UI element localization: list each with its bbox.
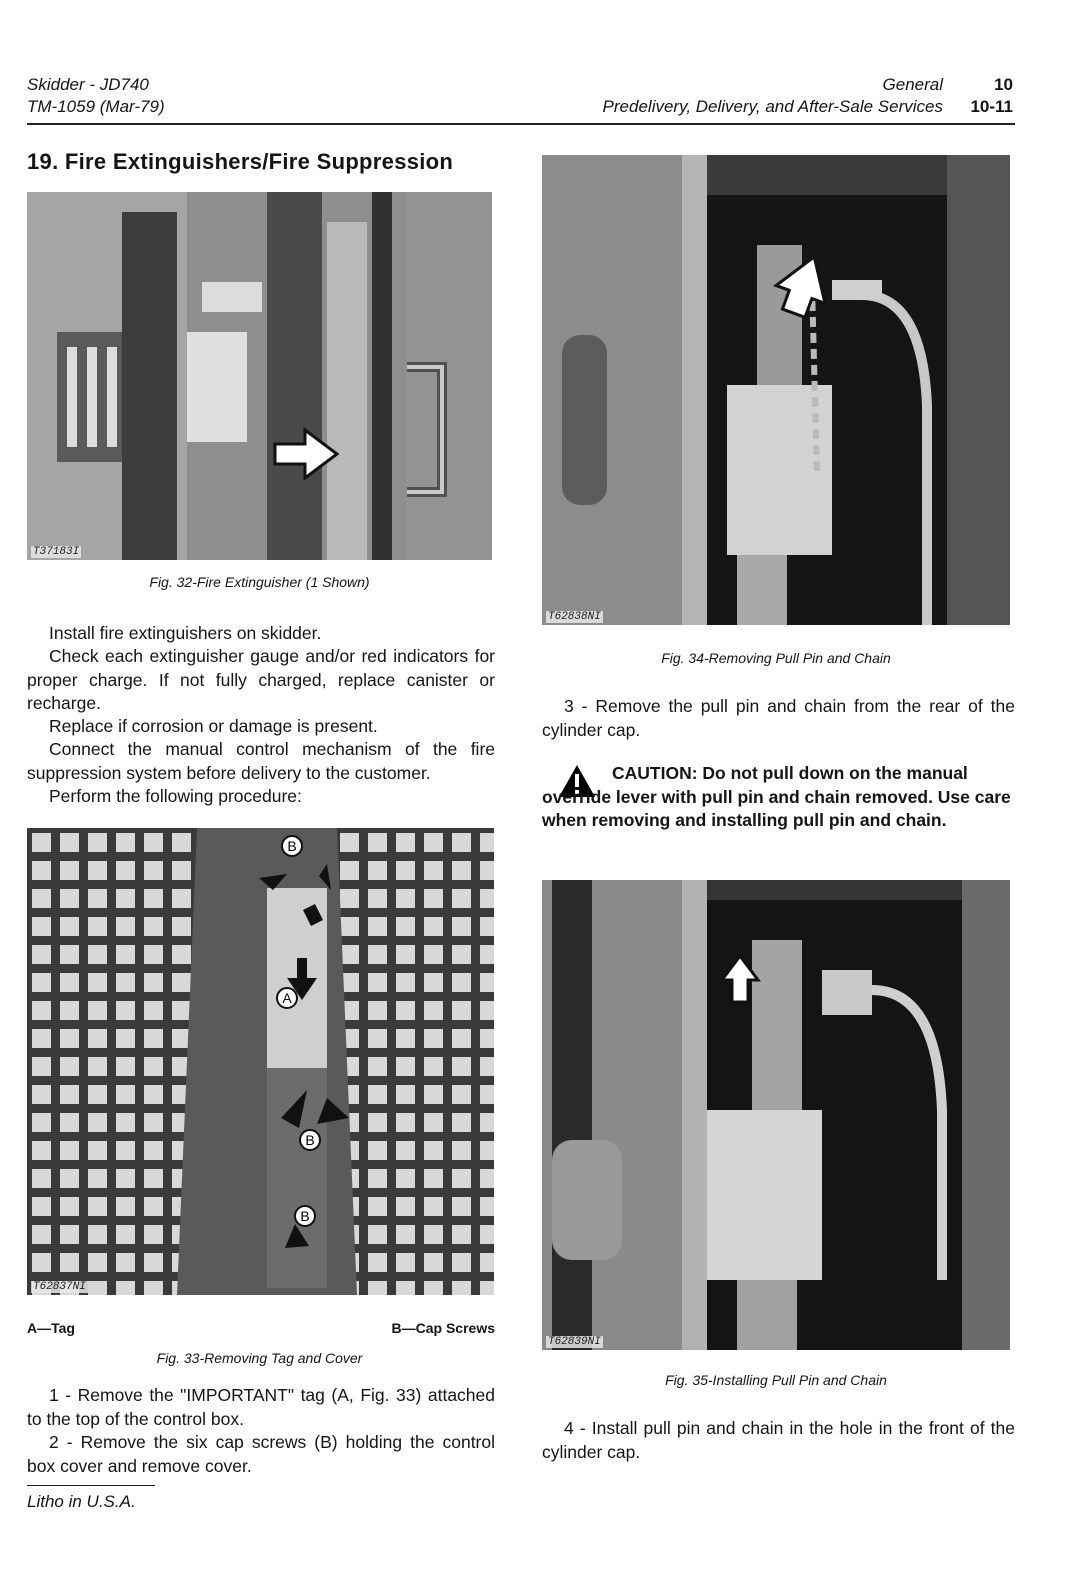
instruction-paragraph: Connect the manual control mechanism of the fire suppression system before delivery to the customer. — [27, 739, 495, 783]
photo-id-label: T62839NI — [548, 1336, 601, 1348]
procedure-step: 2 - Remove the six cap screws (B) holding the control box cover and remove cover. — [27, 1432, 495, 1476]
header-rule — [27, 123, 1015, 125]
header-manual-number: TM-1059 (Mar-79) — [27, 97, 165, 116]
caution-notice: CAUTION: Do not pull down on the manual override lever with pull pin and chain removed. Use care when removing and installing pull pin and chain. — [542, 763, 1011, 830]
procedure-step: 1 - Remove the "IMPORTANT" tag (A, Fig. 33) attached to the top of the control box. — [27, 1385, 495, 1429]
figure-caption: Fig. 35-Installing Pull Pin and Chain — [665, 1372, 887, 1388]
procedure-step: 4 - Install pull pin and chain in the hole in the front of the cylinder cap. — [542, 1418, 1015, 1462]
pull-pin-removal-photo — [542, 155, 1010, 625]
pull-pin-installation-photo — [542, 880, 1010, 1350]
instruction-paragraph: Install fire extinguishers on skidder. — [49, 623, 322, 643]
instruction-paragraph: Perform the following procedure: — [49, 786, 302, 806]
header-subsection-name: Predelivery, Delivery, and After-Sale Services — [602, 97, 943, 116]
fire-extinguisher-photo — [27, 192, 492, 560]
header-section-number: 10 — [994, 75, 1013, 94]
header-page-number: 10-11 — [970, 97, 1013, 116]
callout-label: B — [287, 838, 297, 854]
photo-id-label: T62838NI — [548, 611, 601, 623]
callout-label: B — [305, 1132, 315, 1148]
figure-caption: Fig. 34-Removing Pull Pin and Chain — [661, 650, 891, 666]
instruction-paragraph: Replace if corrosion or damage is present. — [49, 716, 378, 736]
figure-caption: Fig. 32-Fire Extinguisher (1 Shown) — [149, 574, 370, 590]
figure-caption: Fig. 33-Removing Tag and Cover — [156, 1350, 363, 1366]
header-section-name: General — [882, 75, 943, 94]
callout-label: A — [282, 990, 292, 1006]
footer-rule — [27, 1485, 155, 1486]
legend-item-a: A—Tag — [27, 1320, 75, 1336]
photo-id-label: T62837NI — [33, 1281, 86, 1293]
section-title: 19. Fire Extinguishers/Fire Suppression — [27, 149, 454, 174]
callout-label: B — [300, 1208, 310, 1224]
header-model: Skidder - JD740 — [27, 75, 149, 94]
photo-id-label: T37183I — [33, 546, 80, 558]
instruction-paragraph: Check each extinguisher gauge and/or red indicators for proper charge. If not fully charged, replace canister or recharge. — [27, 646, 495, 713]
legend-item-b: B—Cap Screws — [391, 1320, 495, 1336]
procedure-step: 3 - Remove the pull pin and chain from the rear of the cylinder cap. — [542, 696, 1015, 740]
control-box-cage-photo — [27, 828, 494, 1295]
footer-print-note: Litho in U.S.A. — [27, 1492, 136, 1511]
